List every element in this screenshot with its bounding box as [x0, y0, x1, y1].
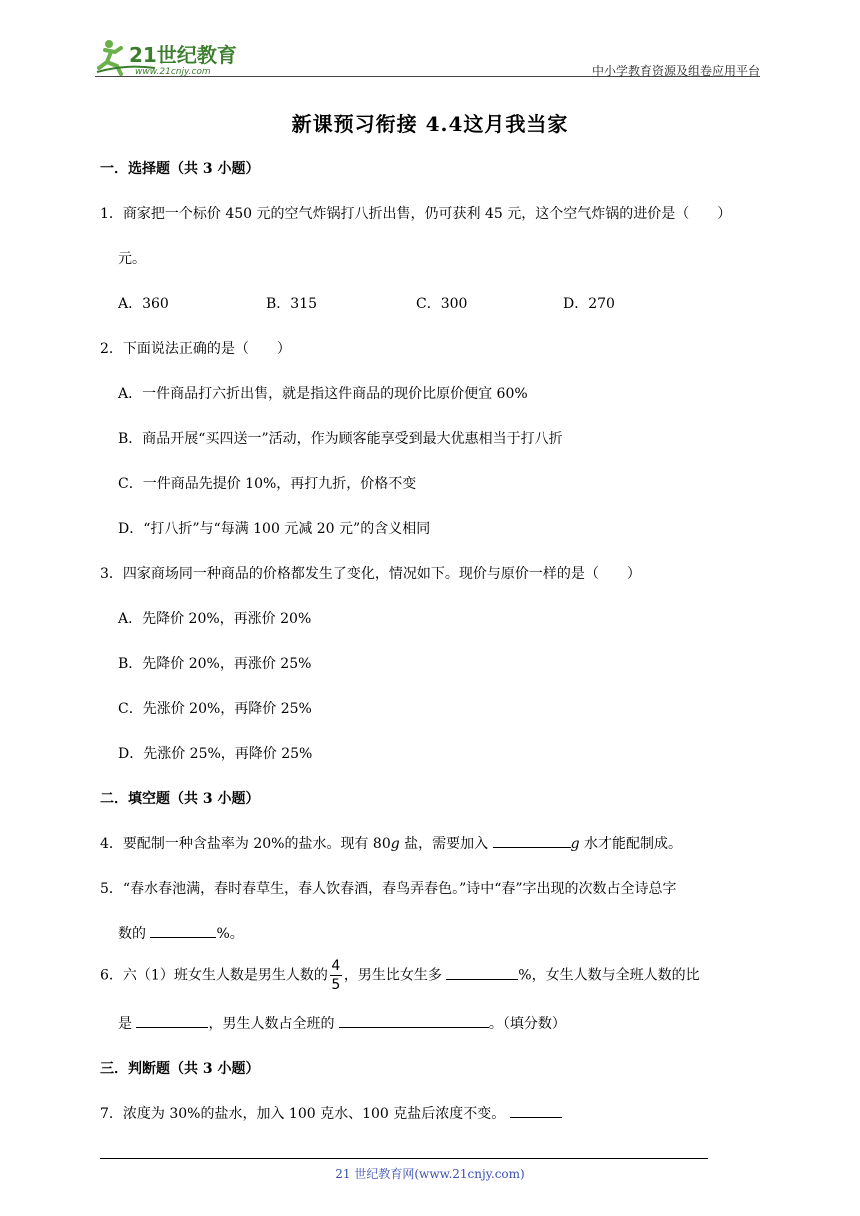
platform-tagline: 中小学教育资源及组卷应用平台 — [591, 64, 760, 78]
svg-text:21世纪教育: 21世纪教育 — [129, 43, 237, 67]
section-heading-judge: 三．判断题（共 3 小题） — [100, 1061, 260, 1077]
fraction-four-fifths: $\frac{4}{5}$ — [331, 958, 341, 993]
option-c[interactable]: C．300 — [416, 296, 468, 312]
page-header — [95, 30, 760, 80]
question-6-stem: 6．六（1）班女生人数是男生人数的 $\frac{4}{5}$ ，男生比女生多 %，女生人数与全班人数的比 — [100, 958, 700, 993]
question-3-stem: 3．四家商场同一种商品的价格都发生了变化，情况如下。现价与原价一样的是（ ） — [100, 566, 641, 582]
page-title: 新课预习衔接 4.4这月我当家 — [291, 112, 569, 136]
page-footer[interactable]: 21 世纪教育网(www.21cnjy.com) — [335, 1167, 525, 1181]
answer-blank[interactable] — [150, 923, 216, 938]
answer-blank[interactable] — [446, 965, 518, 980]
svg-text:www.21cnjy.com: www.21cnjy.com — [135, 67, 211, 76]
section-heading-fill: 二．填空题（共 3 小题） — [100, 791, 260, 807]
question-1-stem-cont: 元。 — [118, 251, 146, 267]
question-2-stem: 2．下面说法正确的是（ ） — [100, 341, 291, 357]
answer-blank[interactable] — [493, 833, 571, 848]
question-2-option-b[interactable]: B．商品开展“买四送一”活动，作为顾客能享受到最大优惠相当于打八折 — [118, 431, 563, 447]
question-5-stem: 5．“春水春池满，春时春草生，春人饮春酒，春鸟弄春色。”诗中“春”字出现的次数占全诗总字 — [100, 881, 677, 897]
question-4: 4．要配制一种含盐率为 20%的盐水。现有 80g 盐，需要加入 g 水才能配制成。 — [100, 833, 682, 853]
question-2-option-a[interactable]: A．一件商品打六折出售，就是指这件商品的现价比原价便宜 60% — [118, 386, 528, 402]
answer-blank[interactable] — [136, 1013, 208, 1028]
answer-blank[interactable] — [339, 1013, 489, 1028]
question-1-stem: 1．商家把一个标价 450 元的空气炸锅打八折出售，仍可获利 45 元，这个空气炸锅的进价是（ ） — [100, 206, 732, 222]
question-3-option-d[interactable]: D．先涨价 25%，再降价 25% — [118, 746, 313, 762]
option-a[interactable]: A．360 — [118, 296, 169, 312]
runner-logo-icon — [95, 38, 260, 76]
question-2-option-c[interactable]: C．一件商品先提价 10%，再打九折，价格不变 — [118, 476, 417, 492]
section-heading-choice: 一．选择题（共 3 小题） — [100, 161, 260, 177]
answer-blank[interactable] — [510, 1103, 562, 1118]
question-7: 7．浓度为 30%的盐水，加入 100 克水、100 克盐后浓度不变。 — [100, 1103, 562, 1123]
question-3-option-a[interactable]: A．先降价 20%，再涨价 20% — [118, 611, 312, 627]
question-2-option-d[interactable]: D．“打八折”与“每满 100 元减 20 元”的含义相同 — [118, 521, 431, 537]
question-3-option-b[interactable]: B．先降价 20%，再涨价 25% — [118, 656, 312, 672]
header-divider — [95, 76, 760, 77]
option-b[interactable]: B．315 — [266, 296, 318, 312]
site-logo[interactable] — [95, 38, 260, 76]
question-5-cont: 数的 %。 — [118, 923, 244, 943]
question-6-cont: 是 ，男生人数占全班的 。（填分数） — [118, 1013, 566, 1033]
option-d[interactable]: D．270 — [563, 296, 615, 312]
footer-divider — [100, 1158, 708, 1159]
question-3-option-c[interactable]: C．先涨价 20%，再降价 25% — [118, 701, 312, 717]
